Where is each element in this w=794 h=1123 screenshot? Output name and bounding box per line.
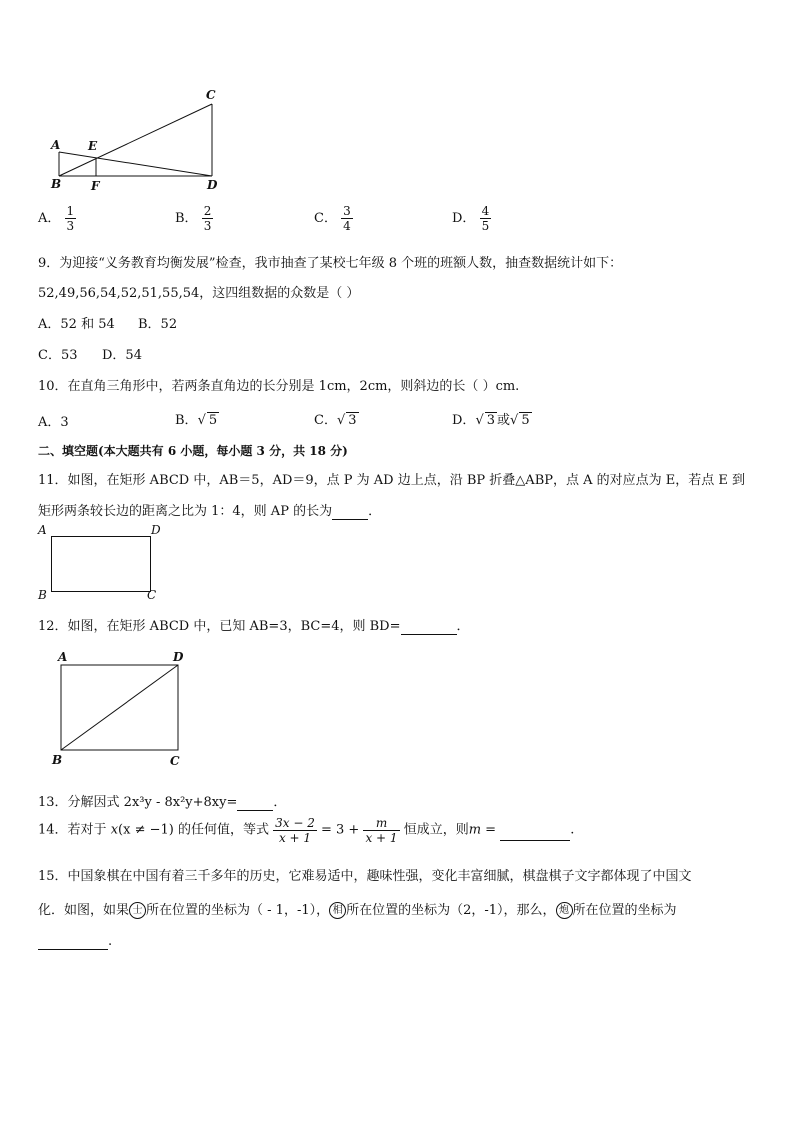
label-c: C	[206, 88, 216, 102]
q15-text-a: 化．如图，如果	[38, 903, 130, 918]
q14-stem	[38, 816, 574, 845]
chess-piece-xiang: 相	[329, 902, 346, 919]
label-d: D	[207, 178, 218, 192]
q9-data: 52,49,56,54,52,51,55,54，这四组数据的众数是（ ）	[38, 286, 360, 301]
q8-option-d[interactable]	[452, 204, 491, 233]
q10-stem: 10．在直角三角形中，若两条直角边的长分别是 1cm，2cm，则斜边的长（ ）cm.	[38, 379, 520, 394]
q14-end: .	[570, 822, 575, 838]
q10-option-b[interactable]	[175, 409, 219, 428]
label-b: B	[52, 753, 63, 767]
q11-figure	[38, 523, 163, 603]
option-letter: C．	[314, 413, 337, 428]
q12-text: 12．如图，在矩形 ABCD 中，已知 AB=3，BC=4，则 BD=	[38, 619, 401, 634]
option-letter: D．	[452, 413, 476, 428]
q13-text: 13．分解因式 2x³y - 8x²y+8xy=	[38, 795, 238, 810]
diagonal-bd	[61, 665, 178, 750]
sqrt: √ 3	[336, 413, 357, 428]
section-title: 二、填空题(本大题共有 6 小题，每小题 3 分，共 18 分)	[38, 444, 348, 458]
segment-ad-diag	[59, 152, 212, 176]
q9-option-d[interactable]: D．54	[102, 348, 142, 363]
option-letter: B．	[175, 211, 198, 226]
fraction: $\frac{2}{3}$	[203, 204, 212, 233]
q9-stem: 9．为迎接“义务教育均衡发展”检查，我市抽查了某校七年级 8 个班的班额人数，抽查数据统计如下：	[38, 256, 623, 271]
label-a: A	[51, 138, 61, 152]
q10-option-a[interactable]: A．3	[38, 415, 69, 430]
label-e: E	[88, 139, 98, 153]
sqrt: √ 5	[510, 413, 530, 428]
q8-figure	[44, 86, 234, 192]
sqrt: √ 5	[197, 413, 218, 428]
q11-text: 矩形两条较长边的距离之比为 1：4，则 AP 的长为	[38, 504, 333, 519]
q15-answer-line	[38, 934, 112, 950]
label-f: F	[91, 179, 100, 192]
option-letter: C．	[314, 211, 337, 226]
q12-end: ．	[456, 619, 470, 634]
segment-bc	[59, 104, 212, 176]
option-letter: D．	[452, 211, 476, 226]
label-b: B	[38, 588, 47, 602]
fraction: $\frac{4}{5}$	[481, 204, 490, 233]
label-a: A	[58, 650, 68, 664]
label-d: D	[151, 523, 161, 537]
q13-end: ．	[273, 795, 287, 810]
q11-line1: 11．如图，在矩形 ABCD 中，AB＝5，AD＝9，点 P 为 AD 边上点，沿 BP 折叠△ABP，点 A 的对应点为 E，若点 E 到	[38, 473, 746, 488]
rectangle	[51, 536, 151, 592]
fraction: $\frac{3x - 2}{x + 1}$	[275, 816, 315, 845]
option-letter: A．	[38, 211, 61, 226]
q15-line1: 15．中国象棋在中国有着三千多年的历史，它难易适中，趣味性强，变化丰富细腻，棋盘棋子文字都体现了中国文	[38, 869, 692, 884]
q15-text-d: 所在位置的坐标为	[572, 903, 677, 918]
q14-eq: = 3 +	[321, 822, 360, 838]
label-c: C	[170, 754, 180, 768]
var-m: m =	[468, 822, 497, 838]
label-d: D	[173, 650, 184, 664]
answer-blank[interactable]	[237, 795, 273, 811]
q14-post: 恒成立，则	[403, 822, 469, 838]
q9-option-a[interactable]: A．52 和 54	[38, 317, 115, 332]
q8-option-c[interactable]	[314, 204, 353, 233]
fraction: $\frac{m}{x + 1}$	[365, 816, 398, 845]
option-letter: B．	[175, 413, 198, 428]
q14-cond: (x ≠ −1)	[118, 822, 174, 838]
chess-piece-shi: 士	[129, 902, 146, 919]
answer-blank[interactable]	[38, 934, 108, 950]
q13-stem	[38, 791, 286, 811]
answer-blank[interactable]	[401, 619, 457, 635]
var-x: x	[110, 822, 119, 838]
q12-stem	[38, 615, 470, 635]
q14-pre: 14．若对于	[38, 822, 107, 838]
q10-option-d[interactable]	[452, 409, 532, 428]
chess-piece-pao: 炮	[556, 902, 573, 919]
q11-end: ．	[368, 504, 382, 519]
q15-text-b: 所在位置的坐标为（ - 1，-1），	[146, 903, 330, 918]
or-text: 或	[497, 413, 511, 428]
q8-option-a[interactable]	[38, 204, 76, 233]
fraction: $\frac{1}{3}$	[66, 204, 75, 233]
q9-option-b[interactable]: B．52	[138, 317, 178, 332]
answer-blank[interactable]	[332, 504, 368, 520]
fraction: $\frac{3}{4}$	[343, 204, 351, 233]
q11-line2	[38, 500, 381, 520]
q15-text-c: 所在位置的坐标为（2，-1），那么，	[346, 903, 556, 918]
label-a: A	[38, 523, 47, 537]
q12-figure	[44, 646, 194, 772]
label-b: B	[51, 177, 62, 191]
q10-option-c[interactable]	[314, 409, 359, 428]
answer-blank[interactable]	[500, 820, 570, 841]
q15-end: .	[108, 934, 113, 949]
label-c: C	[147, 588, 157, 602]
q9-option-c[interactable]: C．53	[38, 348, 78, 363]
q8-option-b[interactable]	[175, 204, 213, 233]
q15-line2	[38, 899, 677, 919]
q14-mid: 的任何值，等式	[177, 822, 269, 838]
sqrt: √ 3	[475, 413, 496, 428]
